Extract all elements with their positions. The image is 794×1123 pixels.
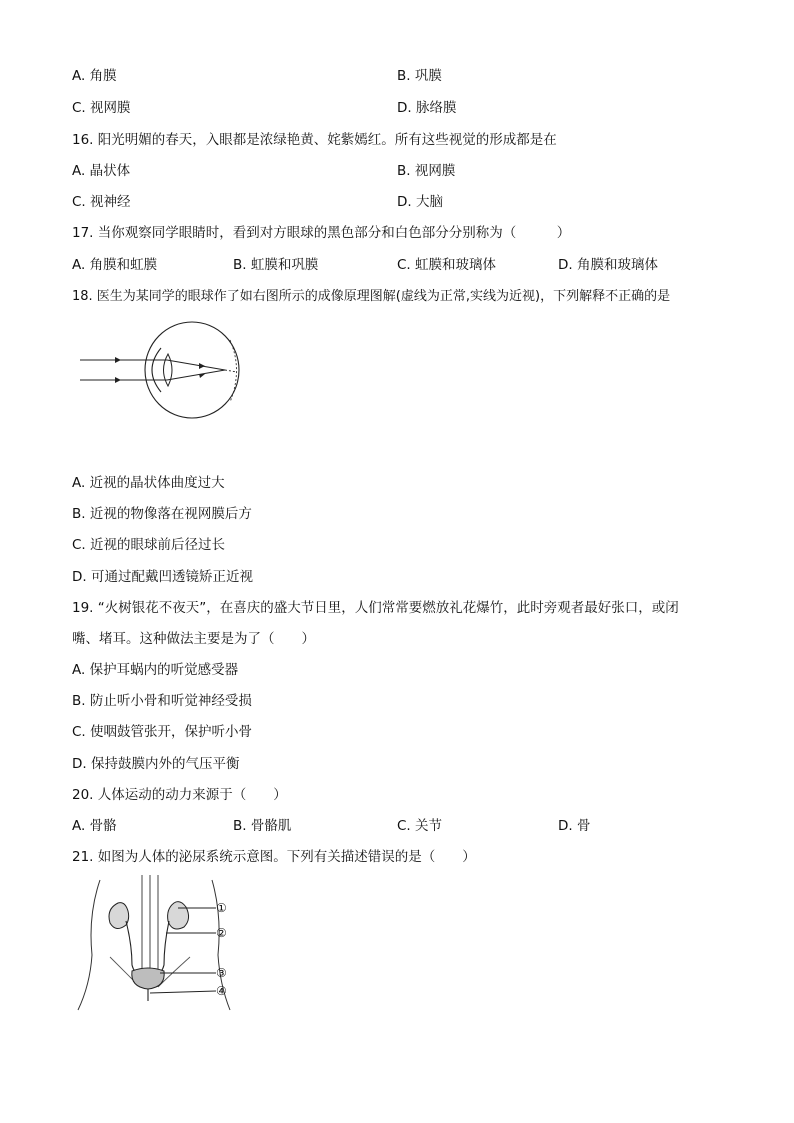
q19-option-d: D. 保持鼓膜内外的气压平衡	[72, 756, 240, 772]
q15-option-b: B. 巩膜	[397, 68, 442, 84]
q19-option-b: B. 防止听小骨和听觉神经受损	[72, 693, 252, 709]
diagram-label-4: ④	[216, 984, 227, 998]
q16-option-c: C. 视神经	[72, 194, 131, 210]
q15-option-d: D. 脉络膜	[397, 100, 457, 116]
q17-option-a: A. 角膜和虹膜	[72, 257, 158, 273]
q18-option-b: B. 近视的物像落在视网膜后方	[72, 506, 252, 522]
q17-option-b: B. 虹膜和巩膜	[233, 257, 319, 273]
q19-stem-line1: 19. “火树银花不夜天”，在喜庆的盛大节日里，人们常常要燃放礼花爆竹，此时旁观者最好张口，或闭	[72, 600, 679, 616]
q19-option-a: A. 保护耳蜗内的听觉感受器	[72, 662, 239, 678]
eye-diagram	[75, 318, 245, 423]
q15-option-a: A. 角膜	[72, 68, 117, 84]
q19-option-c: C. 使咽鼓管张开，保护听小骨	[72, 724, 253, 740]
q18-option-c: C. 近视的眼球前后径过长	[72, 537, 226, 553]
q18-option-a: A. 近视的晶状体曲度过大	[72, 475, 225, 491]
diagram-label-2: ②	[216, 926, 227, 940]
diagram-label-3: ③	[216, 966, 227, 980]
q16-stem: 16. 阳光明媚的春天，入眼都是浓绿艳黄、姹紫嫣红。所有这些视觉的形成都是在	[72, 132, 557, 148]
q16-option-d: D. 大脑	[397, 194, 443, 210]
q20-option-c: C. 关节	[397, 818, 443, 834]
q17-option-c: C. 虹膜和玻璃体	[397, 257, 497, 273]
q21-stem: 21. 如图为人体的泌尿系统示意图。下列有关描述错误的是（ ）	[72, 849, 476, 865]
q18-option-d: D. 可通过配戴凹透镜矫正近视	[72, 569, 253, 585]
q20-option-b: B. 骨骼肌	[233, 818, 292, 834]
q17-stem: 17. 当你观察同学眼睛时，看到对方眼球的黑色部分和白色部分分别称为（ ）	[72, 225, 571, 241]
diagram-label-1: ①	[216, 901, 227, 915]
q19-stem-line2: 嘴、堵耳。这种做法主要是为了（ ）	[72, 631, 315, 647]
q18-stem: 18. 医生为某同学的眼球作了如右图所示的成像原理图解(虚线为正常,实线为近视)，下列解释不正确的是	[72, 289, 671, 304]
q17-option-d: D. 角膜和玻璃体	[558, 257, 658, 273]
q20-option-d: D. 骨	[558, 818, 591, 834]
q20-stem: 20. 人体运动的动力来源于（ ）	[72, 787, 287, 803]
q15-option-c: C. 视网膜	[72, 100, 131, 116]
q16-option-b: B. 视网膜	[397, 163, 456, 179]
q16-option-a: A. 晶状体	[72, 163, 131, 179]
q20-option-a: A. 骨骼	[72, 818, 117, 834]
